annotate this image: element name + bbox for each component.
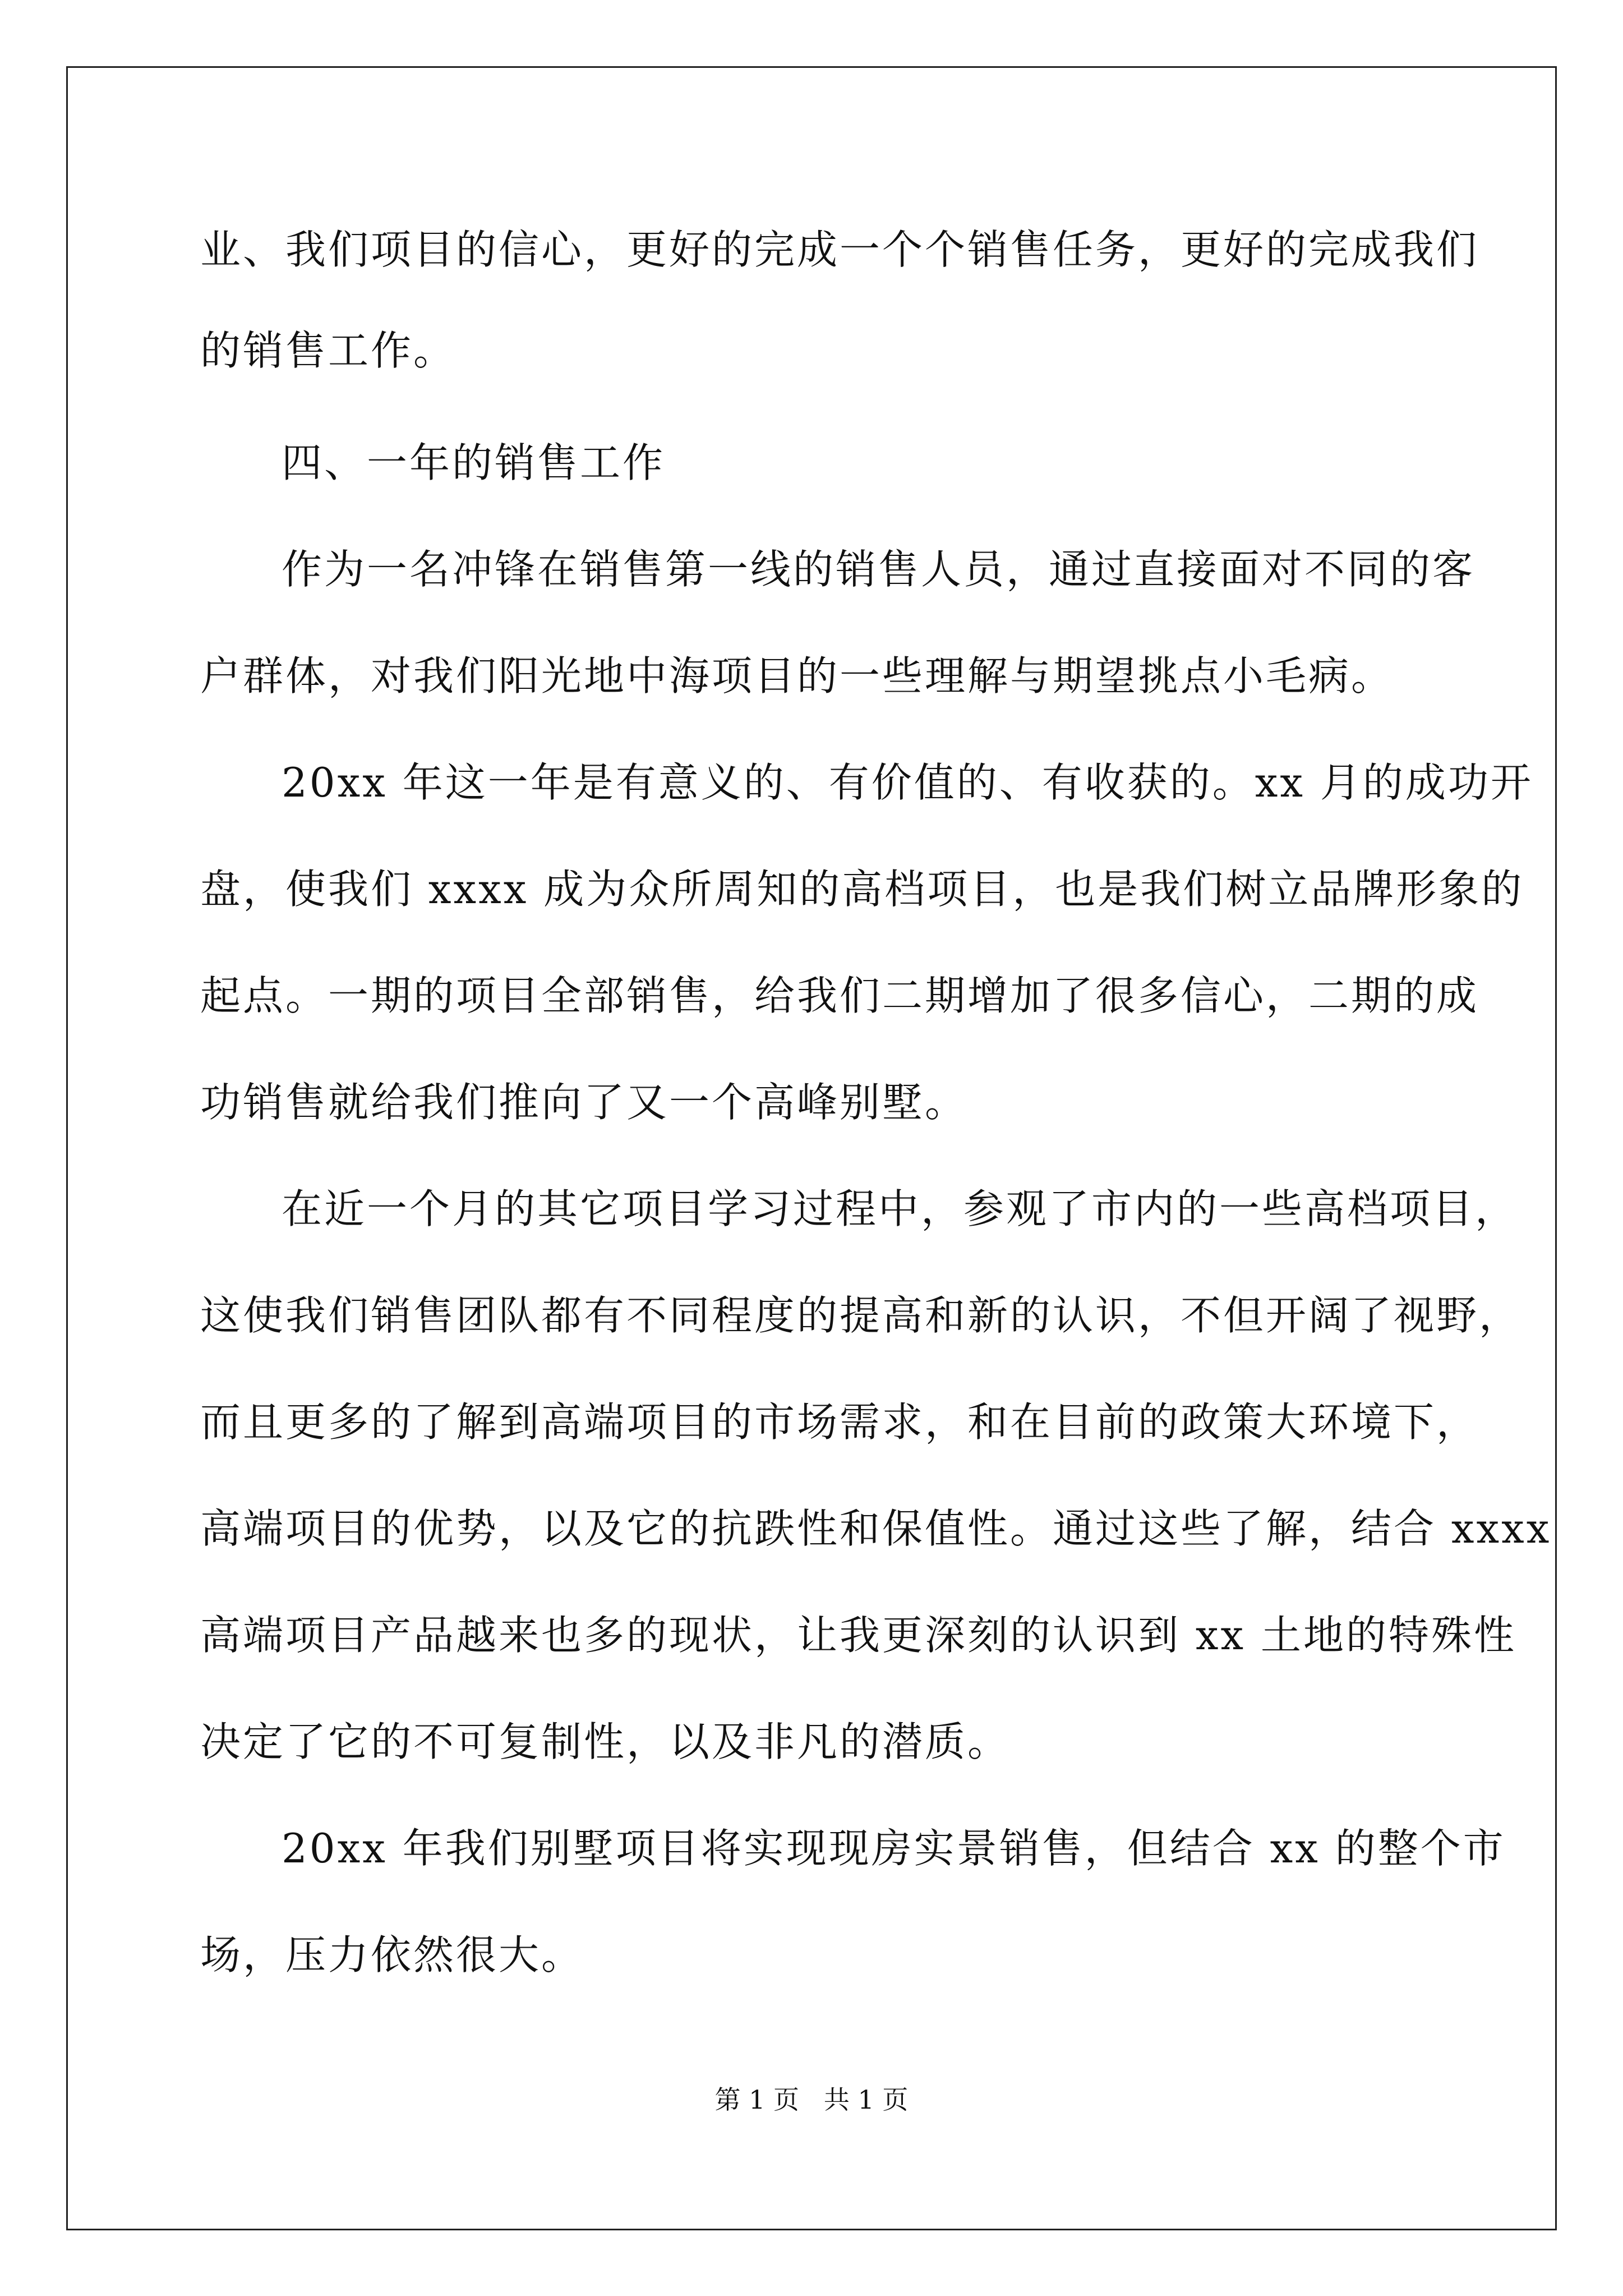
paragraph-line: 起点。一期的项目全部销售，给我们二期增加了很多信心，二期的成 xyxy=(200,972,1479,1019)
page-footer: 第 1 页 共 1 页 xyxy=(714,2085,909,2115)
paragraph-line: 户群体，对我们阳光地中海项目的一些理解与期望挑点小毛病。 xyxy=(200,652,1394,700)
paragraph-line: 决定了它的不可复制性，以及非凡的潜质。 xyxy=(200,1718,1011,1765)
paragraph-line: 在近一个月的其它项目学习过程中，参观了市内的一些高档项目， xyxy=(282,1185,1518,1232)
section-heading: 四、一年的销售工作 xyxy=(282,439,666,486)
paragraph-line: 场，压力依然很大。 xyxy=(200,1931,584,1978)
paragraph-line: 高端项目产品越来也多的现状，让我更深刻的认识到 xx 土地的特殊性 xyxy=(200,1612,1516,1659)
paragraph-line: 而且更多的了解到高端项目的市场需求，和在目前的政策大环境下， xyxy=(200,1398,1479,1446)
paragraph-line: 高端项目的优势，以及它的抗跌性和保值性。通过这些了解，结合 xxxx xyxy=(200,1505,1552,1552)
paragraph-line: 这使我们销售团队都有不同程度的提高和新的认识，不但开阔了视野， xyxy=(200,1292,1522,1339)
paragraph-line: 业、我们项目的信心，更好的完成一个个销售任务，更好的完成我们 xyxy=(200,226,1479,273)
paragraph-line: 20xx 年我们别墅项目将实现现房实景销售，但结合 xx 的整个市 xyxy=(282,1825,1506,1872)
paragraph-line: 20xx 年这一年是有意义的、有价值的、有收获的。xx 月的成功开 xyxy=(282,759,1533,806)
paragraph-line: 盘，使我们 xxxx 成为众所周知的高档项目，也是我们树立品牌形象的 xyxy=(200,866,1524,913)
paragraph-line: 的销售工作。 xyxy=(200,327,457,374)
paragraph-line: 功销售就给我们推向了又一个高峰别墅。 xyxy=(200,1079,968,1126)
paragraph-line: 作为一名冲锋在销售第一线的销售人员，通过直接面对不同的客 xyxy=(282,546,1476,593)
page-border xyxy=(66,66,1557,2230)
